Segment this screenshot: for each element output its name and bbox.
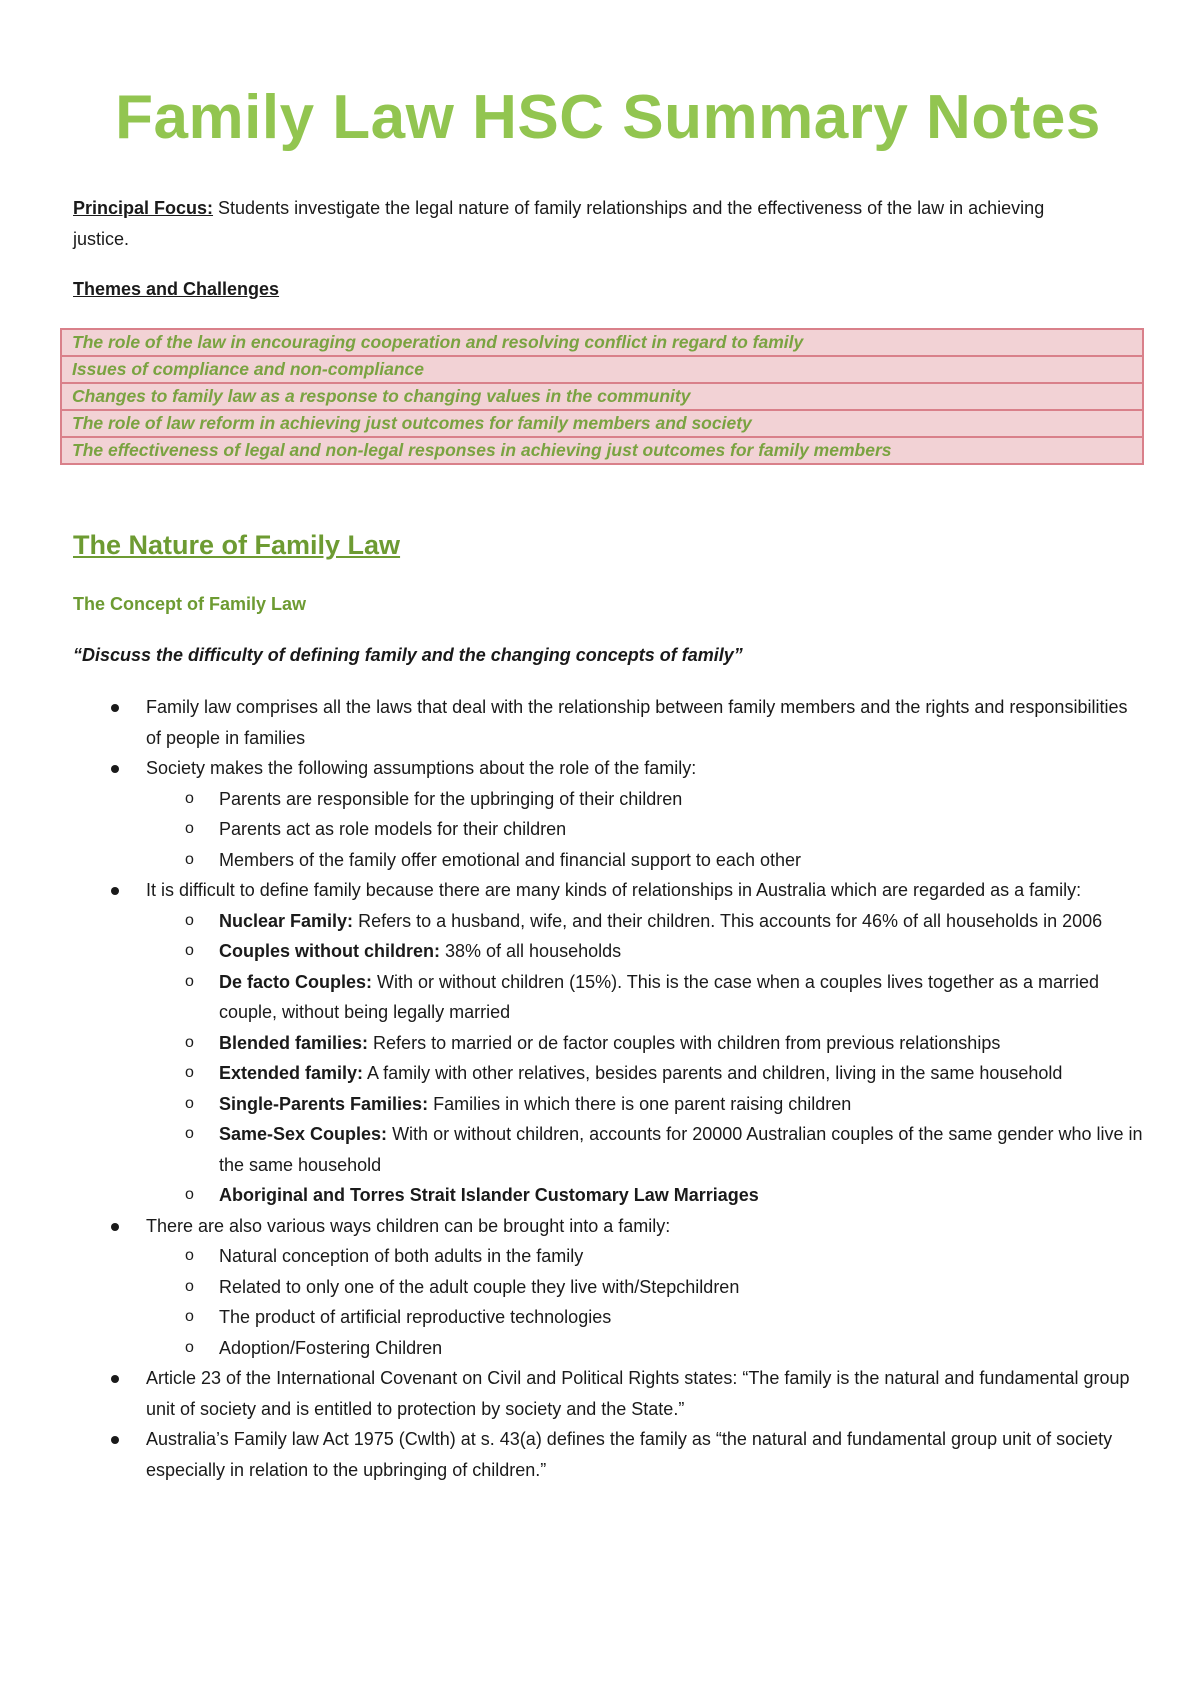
family-type-text: Refers to a husband, wife, and their children. This accounts for 46% of all households in 2006 — [353, 910, 1103, 931]
family-type-text: With or without children (15%). This is the case when a couples lives together as a married couple, without being legally married — [219, 971, 1100, 1022]
theme-cell: The role of law reform in achieving just outcomes for family members and society — [61, 410, 1143, 437]
notes-list — [73, 692, 1143, 1485]
family-type-term: Couples without children: — [219, 941, 440, 961]
list-item: It is difficult to define family because there are many kinds of relationships in Australia which are regarded as a family: — [73, 875, 1143, 906]
sub-list-item — [73, 967, 1143, 1028]
family-type-term: Nuclear Family: — [219, 910, 354, 931]
themes-row — [61, 329, 1143, 356]
list-item: Australia’s Family law Act 1975 (Cwlth) at s. 43(a) defines the family as “the natural and fundamental group unit of society especially in relation to the upbringing of children.” — [73, 1424, 1143, 1485]
sub-list-item — [73, 1028, 1143, 1059]
theme-cell: The role of the law in encouraging cooperation and resolving conflict in regard to family — [61, 329, 1143, 356]
principal-focus-text: Students investigate the legal nature of family relationships and the effectiveness of the law in achieving justice. — [73, 198, 1045, 249]
family-type-text: 38% of all households — [440, 941, 622, 961]
themes-row — [61, 410, 1143, 437]
family-type-term: Single-Parents Families: — [219, 1093, 429, 1114]
discussion-question: “Discuss the difficulty of defining family and the changing concepts of family” — [73, 645, 743, 665]
family-type-term: De facto Couples: — [219, 971, 373, 992]
theme-cell: Changes to family law as a response to changing values in the community — [61, 383, 1143, 410]
family-type-text: With or without children, accounts for 20000 Australian couples of the same gender who live in the same household — [219, 1124, 1143, 1175]
principal-focus — [73, 193, 1083, 254]
themes-heading: Themes and Challenges — [73, 279, 280, 299]
family-type-term: Same-Sex Couples: — [219, 1124, 388, 1144]
section-heading: The Nature of Family Law — [73, 530, 401, 560]
themes-row — [61, 356, 1143, 383]
family-type-term: Blended families: — [219, 1032, 369, 1053]
family-type-term: Extended family: — [219, 1063, 364, 1083]
family-type-text: Refers to married or de factor couples with children from previous relationships — [368, 1032, 1001, 1053]
sub-list-item: o Adoption/Fostering Children — [73, 1333, 1143, 1364]
list-item: Article 23 of the International Covenant on Civil and Political Rights states: “The family is the natural and fundamental group unit of society and is entitled to protection by society and the State.” — [73, 1363, 1143, 1424]
list-item: Family law comprises all the laws that deal with the relationship between family members and the rights and responsibilities of people in families — [73, 692, 1143, 753]
sub-list-item — [73, 1089, 1143, 1120]
principal-focus-label: Principal Focus: — [73, 198, 214, 218]
theme-cell: The effectiveness of legal and non-legal responses in achieving just outcomes for family members — [61, 437, 1143, 464]
family-type-term: Aboriginal and Torres Strait Islander Customary Law Marriages — [219, 1185, 759, 1205]
document-title: Family Law HSC Summary Notes — [115, 83, 1101, 152]
sub-list-item — [73, 1058, 1143, 1089]
sub-list-item: o Members of the family offer emotional and financial support to each other — [73, 845, 1143, 876]
sub-list-item: o The product of artificial reproductive technologies — [73, 1302, 1143, 1333]
sub-list-item: o Related to only one of the adult couple they live with/Stepchildren — [73, 1272, 1143, 1303]
sub-list-item: o Parents act as role models for their children — [73, 814, 1143, 845]
sub-list-item — [73, 1119, 1143, 1180]
sub-list-item: o Natural conception of both adults in the family — [73, 1241, 1143, 1272]
sub-heading: The Concept of Family Law — [73, 594, 307, 614]
sub-list-item: o Parents are responsible for the upbringing of their children — [73, 784, 1143, 815]
sub-list-item — [73, 1180, 1143, 1211]
themes-table — [60, 328, 1144, 465]
theme-cell: Issues of compliance and non-compliance — [61, 356, 1143, 383]
family-type-text: Families in which there is one parent raising children — [428, 1093, 852, 1114]
list-item: There are also various ways children can be brought into a family: — [73, 1211, 1143, 1242]
sub-list-item — [73, 936, 1143, 967]
themes-row — [61, 437, 1143, 464]
sub-list-item — [73, 906, 1143, 937]
family-type-text: A family with other relatives, besides parents and children, living in the same household — [363, 1063, 1063, 1083]
themes-row — [61, 383, 1143, 410]
list-item: Society makes the following assumptions about the role of the family: — [73, 753, 1143, 784]
